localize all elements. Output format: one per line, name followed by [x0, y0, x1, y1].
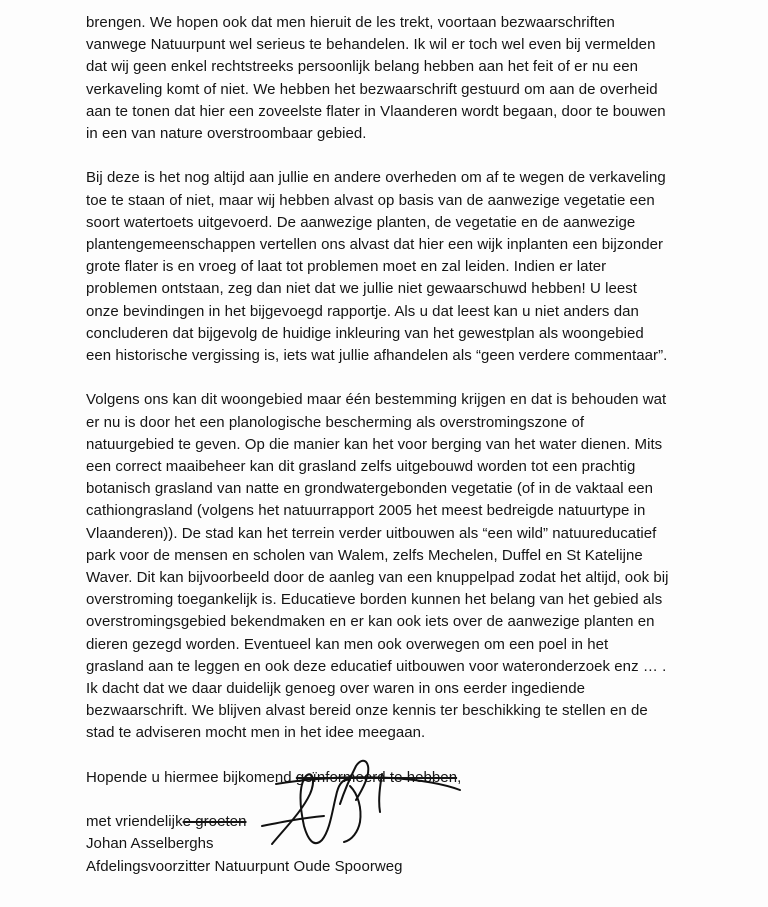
text-line: Ik dacht dat we daar duidelijk genoeg over waren in ons eerder ingediende — [86, 680, 585, 698]
text-line: vanwege Natuurpunt wel serieus te behandelen. Ik wil er toch wel even bij vermelden — [86, 36, 656, 54]
text-line: grasland aan te leggen en ook deze educatief uitbouwen voor wateronderzoek enz … . — [86, 657, 667, 675]
text-line: park voor de mensen en scholen van Walem, zelfs Mechelen, Duffel en St Katelijne — [86, 546, 643, 564]
closing-hope-struck: geïnformeerd te hebben — [295, 768, 458, 786]
text-line: verkaveling komt of niet. We hebben het bezwaarschrift gestuurd om aan de overheid — [86, 80, 658, 98]
text-line: Waver. Dit kan bijvoorbeeld door de aanleg van een knuppelpad zodat het altijd, ook bij — [86, 569, 669, 587]
paragraph-gap — [86, 145, 758, 167]
handwritten-signature — [232, 756, 482, 856]
text-line: brengen. We hopen ook dat men hieruit de les trekt, voortaan bezwaarschriften — [86, 14, 615, 31]
text-line: overstromingsgebied bekendmaken en er kan ook iets over de aanwezige planten en — [86, 613, 655, 631]
text-line: Bij deze is het nog altijd aan jullie en andere overheden om af te wegen de verkaveling — [86, 169, 666, 187]
text-line: er nu is door het een planologische bescherming als overstromingszone of — [86, 413, 585, 431]
letter-body — [86, 12, 758, 878]
text-line: cathiongrasland (volgens het natuurrapport 2005 het meest bedreigde natuurtype in — [86, 502, 646, 520]
text-line: soort watertoets uitgevoerd. De aanwezige planten, de vegetatie en de aanwezige — [86, 213, 636, 231]
text-line: dat wij geen enkel rechtstreeks persoonlijk belang hebben aan het feit of er nu een — [86, 58, 639, 76]
text-line: dieren gezegd worden. Eventueel kan men ook overwegen om een poel in het — [86, 635, 609, 653]
text-line: overstroming toegankelijk is. Educatieve borden kunnen het belang van het gebied als — [86, 591, 663, 609]
text-line: concluderen dat bijgevolg de huidige inkleuring van het gewestplan als woongebied — [86, 324, 644, 342]
closing-greeting-struck: e groeten — [182, 813, 247, 831]
text-line: onze bevindingen in het bijgevoegd rapportje. Als u dat leest kan u niet anders dan — [86, 302, 639, 320]
paragraph-watertoets — [86, 167, 758, 367]
text-line: Vlaanderen)). De stad kan het terrein verder uitbouwen als “een wild” natuureducatief — [86, 524, 657, 542]
text-line: problemen ontstaan, zeg dan niet dat we jullie niet gewaarschuwd hebben! U leest — [86, 280, 638, 298]
text-line: aan te tonen dat hier een zoveelste flater in Vlaanderen wordt begaan, door te bouwen — [86, 102, 666, 120]
text-line: stad te adviseren mocht men in het idee meegaan. — [86, 724, 426, 742]
text-line: botanisch grasland van natte en grondwatergebonden vegetatie (of in de vaktaal een — [86, 480, 654, 498]
text-line: grote flater is en vroeg of laat tot problemen moet en zal leiden. Indien er later — [86, 258, 607, 276]
text-line: een correct maaibeheer kan dit grasland zelfs uitgebouwd worden tot een prachtig — [86, 458, 636, 476]
paragraph-bestemming — [86, 389, 758, 744]
text-line: toe te staan of niet, maar wij hebben alvast op basis van de aanwezige vegetatie een — [86, 191, 655, 209]
closing-greeting-prefix: met vriendelijk — [86, 813, 183, 831]
sender-title: Afdelingsvoorzitter Natuurpunt Oude Spoorweg — [86, 857, 403, 875]
closing-hope-prefix: Hopende u hiermee bijkomend — [86, 768, 296, 786]
text-line: Volgens ons kan dit woongebied maar één bestemming krijgen en dat is behouden wat — [86, 391, 667, 409]
sender-name: Johan Asselberghs — [86, 835, 214, 853]
text-line: in een van nature overstroombaar gebied. — [86, 125, 367, 143]
text-line: natuurgebied te geven. Op die manier kan het voor berging van het water dienen. Mits — [86, 435, 663, 453]
text-line: plantengemeenschappen vertellen ons alvast dat hier een wijk inplanten een bijzonder — [86, 236, 664, 254]
text-line: een historische vergissing is, iets wat jullie afhandelen als “geen verdere commentaar”. — [86, 347, 668, 365]
text-line: bezwaarschrift. We blijven alvast bereid onze kennis ter beschikking te stellen en de — [86, 702, 648, 720]
closing-hope-suffix: , — [457, 768, 462, 786]
paragraph-lesson — [86, 12, 758, 145]
paragraph-gap — [86, 367, 758, 389]
